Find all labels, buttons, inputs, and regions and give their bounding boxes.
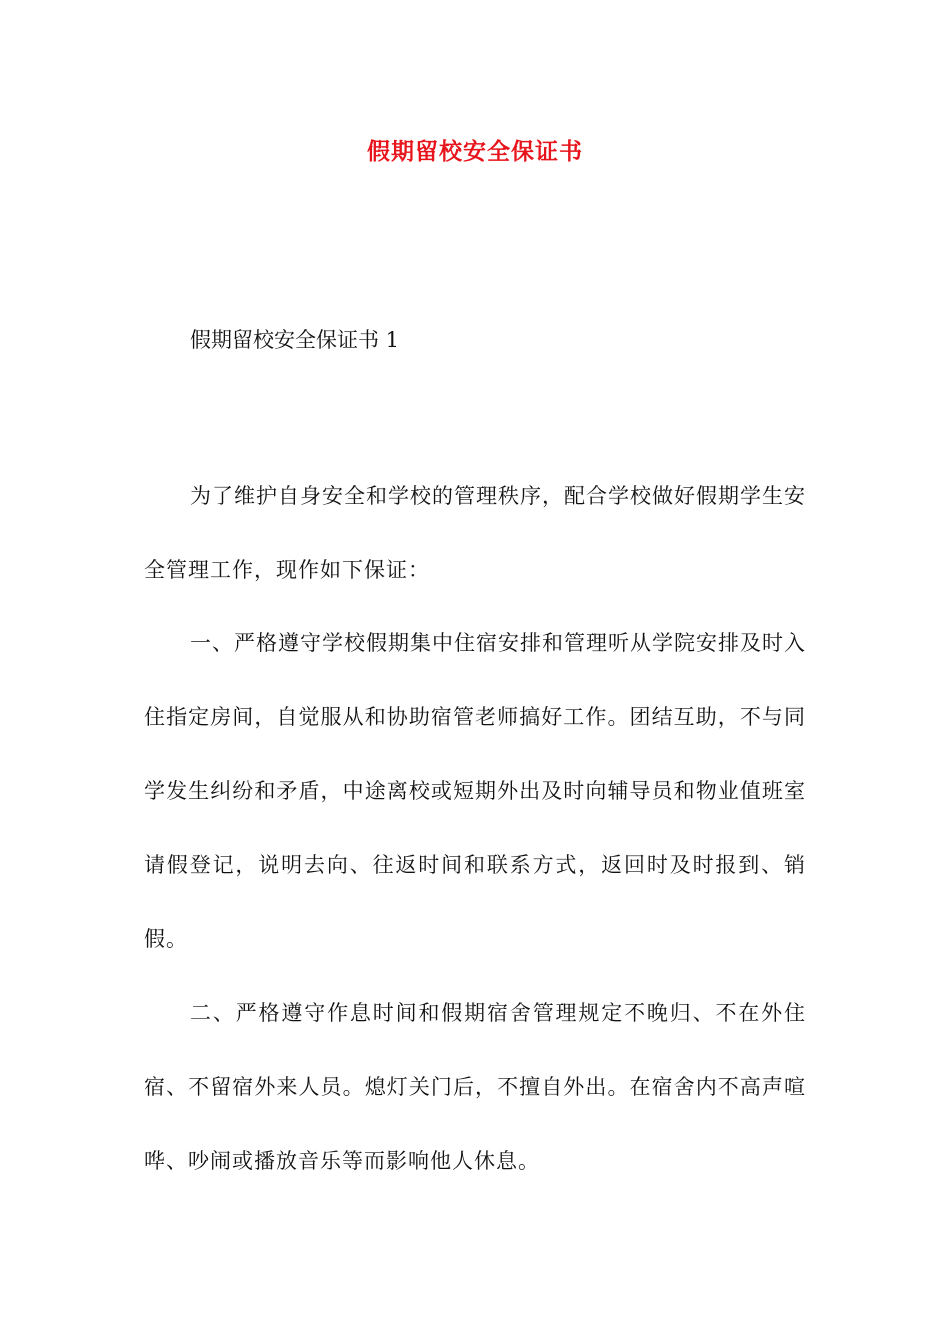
paragraph-item-2: 二、严格遵守作息时间和假期宿舍管理规定不晚归、不在外住宿、不留宿外来人员。熄灯关门后，不擅自外出。在宿舍内不高声喧哗、吵闹或播放音乐等而影响他人休息。 <box>144 1001 806 1173</box>
paragraph-intro: 为了维护自身安全和学校的管理秩序，配合学校做好假期学生安全管理工作，现作如下保证： <box>144 484 806 582</box>
document-title: 假期留校安全保证书 <box>367 138 583 165</box>
section-heading: 假期留校安全保证书 1 <box>190 328 400 352</box>
paragraph-item-1: 一、严格遵守学校假期集中住宿安排和管理听从学院安排及时入住指定房间，自觉服从和协助宿管老师搞好工作。团结互助，不与同学发生纠纷和矛盾，中途离校或短期外出及时向辅导员和物业值班室请假登记，说明去向、往返时间和联系方式，返回时及时报到、销假。 <box>144 631 806 951</box>
